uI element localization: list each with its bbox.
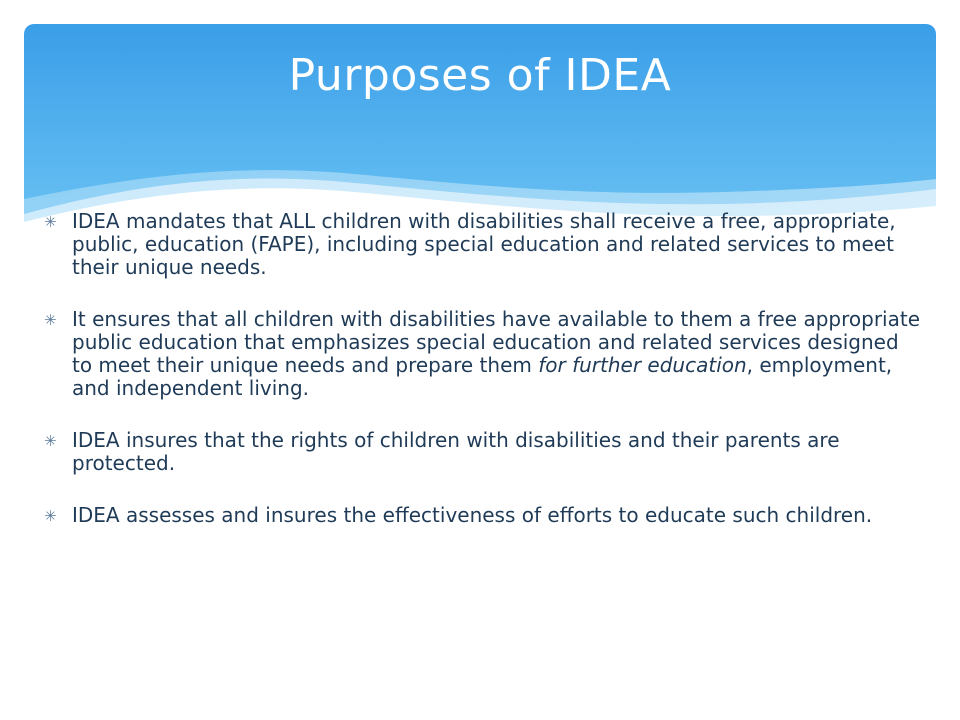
bullet-item — [42, 429, 922, 475]
asterisk-bullet-icon: ✳ — [44, 507, 57, 525]
bullet-text: IDEA assesses and insures the effectiveness of efforts to educate such children. — [72, 503, 873, 527]
bullet-item — [42, 308, 922, 400]
bullet-text: IDEA mandates that ALL children with disabilities shall receive a free, appropriate, public, education (FAPE), including special education and related services to meet their unique needs. — [72, 209, 896, 279]
bullet-emphasis-text: for further education — [538, 353, 747, 377]
bullet-text: IDEA insures that the rights of children with disabilities and their parents are protected. — [72, 428, 840, 475]
asterisk-bullet-icon: ✳ — [44, 432, 57, 450]
bullet-text: It ensures that all children with disabilities have available to them a free appropriate public education that emphasizes special education and related services designed to meet their unique needs and prepare them — [72, 307, 921, 377]
bullet-item — [42, 210, 922, 279]
asterisk-bullet-icon: ✳ — [44, 213, 57, 231]
slide-title: Purposes of IDEA — [288, 50, 672, 101]
bullet-item — [42, 504, 922, 527]
bullet-list — [42, 210, 922, 556]
asterisk-bullet-icon: ✳ — [44, 311, 57, 329]
bullet-text-tail: , employment, and independent living. — [72, 353, 893, 400]
